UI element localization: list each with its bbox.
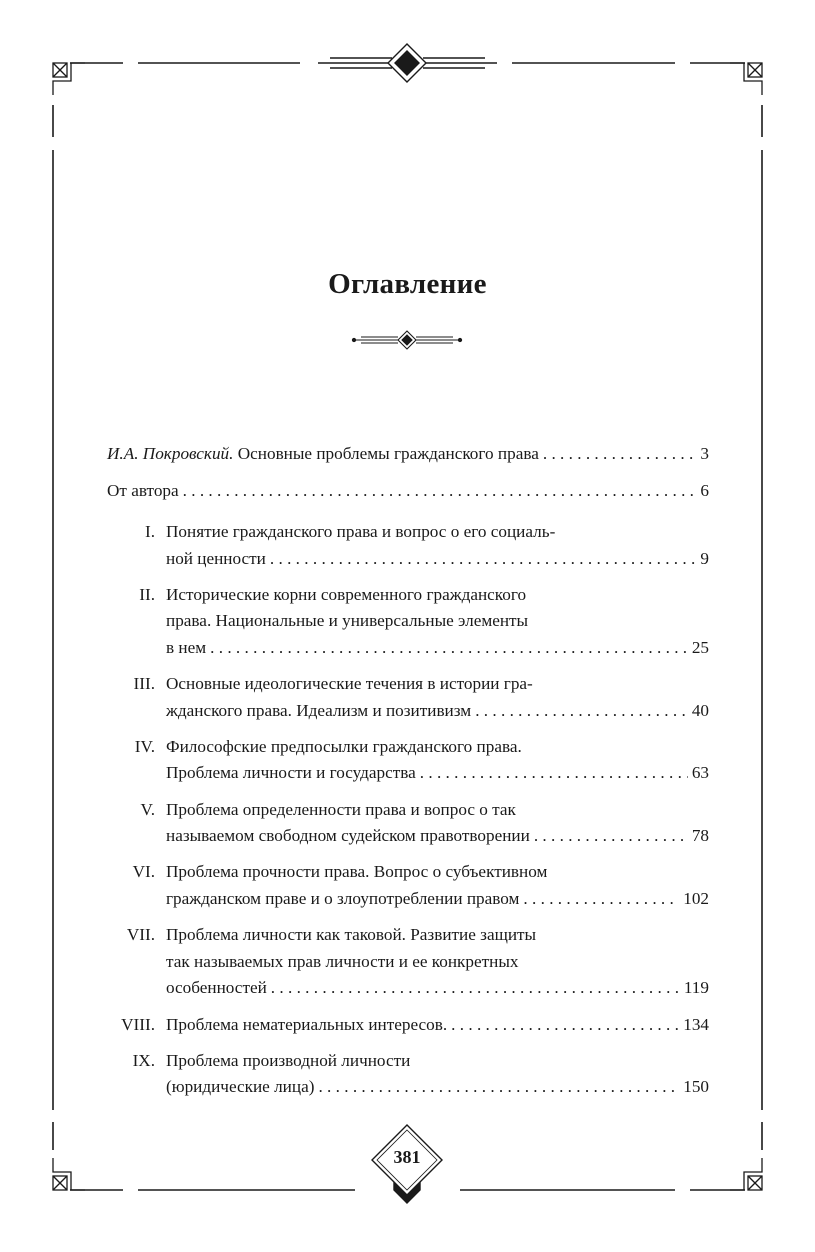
toc-page-number: 150 (683, 1077, 709, 1097)
toc-entry-chapter-9[interactable] (107, 1048, 709, 1101)
toc-entry-line: Исторические корни современного гражданского (166, 584, 527, 604)
toc-entry-line: жданского права. Идеализм и позитивизм (166, 700, 472, 720)
toc-entry-line: Проблема прочности права. Вопрос о субъективном (166, 862, 548, 882)
leader-dots (318, 1074, 679, 1101)
leader-dots (475, 698, 688, 725)
corner-ornament-bottom-right-icon (730, 1158, 762, 1190)
top-diamond-ornament-icon (318, 44, 497, 82)
toc-entry-chapter-6[interactable] (107, 859, 709, 912)
toc-entry-line: Проблема производной личности (166, 1050, 411, 1070)
toc-entry-chapter-7[interactable] (107, 922, 709, 1002)
toc-page-number: 9 (700, 548, 709, 568)
chapter-number: VI. (132, 862, 155, 882)
chapter-number: IX. (132, 1050, 155, 1070)
toc-page-number: 134 (683, 1014, 709, 1034)
chapter-number: II. (139, 584, 155, 604)
leader-dots (451, 1012, 679, 1039)
toc-page-number: 102 (683, 888, 709, 908)
chapter-number: IV. (134, 736, 155, 756)
toc-page-number: 63 (691, 763, 709, 783)
toc-entry-chapter-5[interactable] (107, 797, 709, 850)
leader-dots (534, 823, 688, 850)
page-number: 381 (393, 1147, 421, 1167)
toc-entry-chapter-1[interactable] (107, 519, 709, 572)
toc-entry-line: права. Национальные и универсальные элементы (166, 611, 529, 631)
page-title: Оглавление (328, 268, 487, 300)
title-divider-ornament-icon (352, 331, 461, 349)
toc-entry-from-author[interactable] (107, 478, 709, 505)
toc-entry-line: особенностей (166, 978, 267, 998)
toc-entry-line: (юридические лица) (166, 1077, 315, 1097)
leader-dots (270, 546, 697, 573)
toc-entry-chapter-4[interactable] (107, 734, 709, 787)
toc-entry-line: Понятие гражданского права и вопрос о его социаль- (166, 522, 556, 541)
toc-page-number: 3 (700, 444, 709, 463)
chapter-number: III. (133, 674, 155, 694)
leader-dots (271, 975, 680, 1002)
toc-entry-line: Философские предпосылки гражданского права. (166, 736, 522, 756)
leader-dots (543, 441, 697, 468)
leader-dots (420, 760, 688, 787)
toc-entry-chapter-8[interactable] (107, 1012, 709, 1039)
toc-entry-line: Проблема личности как таковой. Развитие защиты (166, 925, 537, 945)
toc-page-number: 119 (683, 978, 709, 998)
toc-entry-chapter-3[interactable] (107, 671, 709, 724)
toc-author: И.А. Покровский. (107, 444, 234, 463)
leader-dots (523, 886, 679, 913)
chapter-number: I. (144, 522, 155, 541)
toc-entry-line: Основные идеологические течения в истории гра- (166, 674, 533, 694)
toc-entry-title: От автора (107, 480, 179, 500)
leader-dots (210, 635, 688, 662)
toc-page-number: 6 (700, 480, 709, 500)
toc-entry-line: в нем (166, 637, 207, 657)
chapter-number: V. (140, 799, 155, 819)
corner-ornament-bottom-left-icon (53, 1158, 85, 1190)
toc-entry-line: гражданском праве и о злоупотреблении правом (166, 888, 520, 908)
toc-page-number: 25 (691, 637, 709, 657)
corner-ornament-top-left-icon (53, 63, 85, 95)
table-of-contents (107, 441, 709, 1111)
toc-page-number: 40 (691, 700, 709, 720)
toc-entry-line: так называемых прав личности и ее конкретных (166, 951, 519, 971)
toc-entry-line: Проблема личности и государства (166, 763, 416, 783)
toc-entry-line: называемом свободном судейском правотворении (166, 826, 530, 846)
toc-entry-preface[interactable] (107, 441, 709, 468)
toc-entry-title: Основные проблемы гражданского права (237, 444, 539, 463)
chapter-number: VIII. (121, 1014, 155, 1034)
toc-entry-line: Проблема определенности права и вопрос о так (166, 799, 516, 819)
toc-entry-line: Проблема нематериальных интересов. (166, 1014, 448, 1034)
chapter-number: VII. (126, 925, 155, 945)
toc-entry-line: ной ценности (166, 548, 266, 568)
leader-dots (183, 478, 697, 505)
corner-ornament-top-right-icon (730, 63, 762, 95)
toc-page-number: 78 (691, 826, 709, 846)
toc-entry-chapter-2[interactable] (107, 582, 709, 662)
